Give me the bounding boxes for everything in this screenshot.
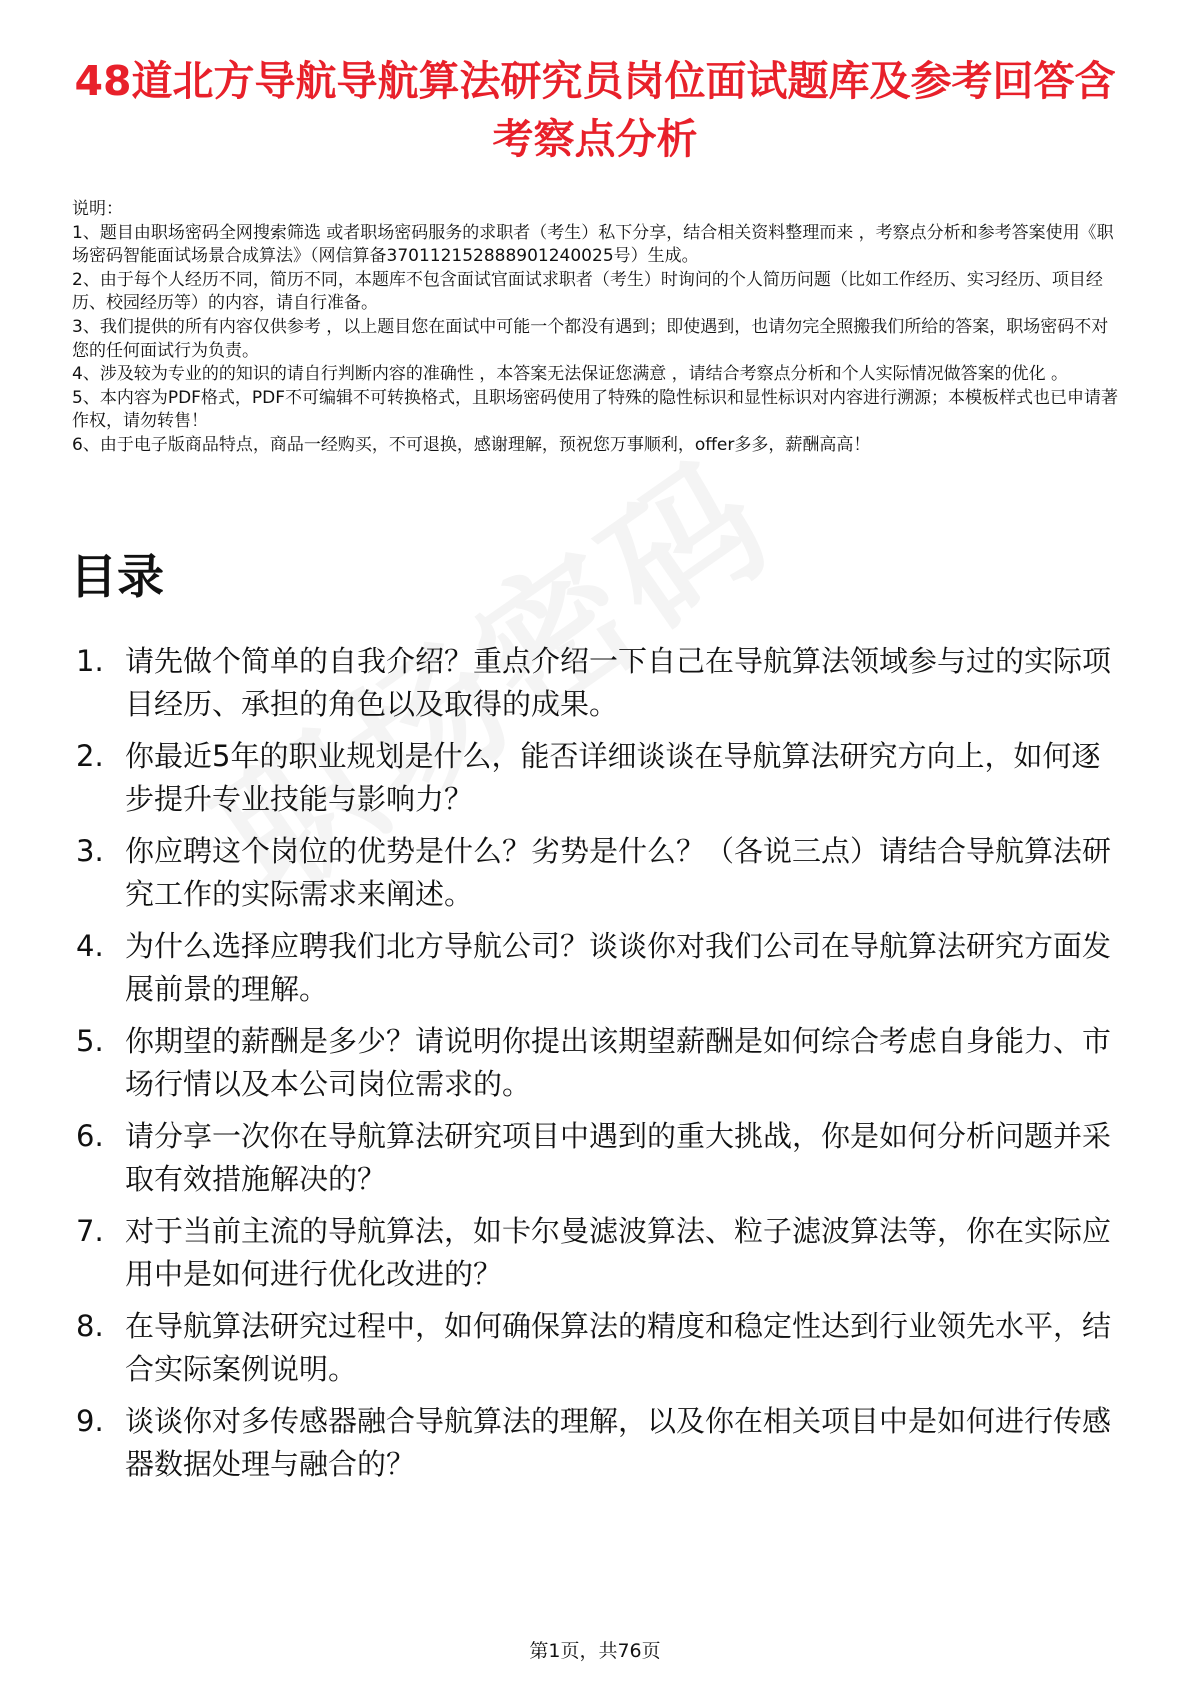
toc-item-4[interactable] [76,925,1126,1011]
toc-item-9[interactable] [76,1400,1126,1486]
toc-item-text: 谈谈你对多传感器融合导航算法的理解，以及你在相关项目中是如何进行传感器数据处理与融合的？ [125,1404,1112,1481]
toc-item-8[interactable] [76,1305,1126,1391]
toc-item-text: 对于当前主流的导航算法，如卡尔曼滤波算法、粒子滤波算法等，你在实际应用中是如何进行优化改进的？ [125,1214,1112,1291]
toc-item-number: 5. [76,1024,104,1058]
note-item-2: 2、由于每个人经历不同，简历不同，本题库不包含面试官面试求职者（考生）时询问的个人简历问题（比如工作经历、实习经历、项目经历、校园经历等）的内容，请自行准备。 [72,269,1103,314]
toc-item-text: 你期望的薪酬是多少？请说明你提出该期望薪酬是如何综合考虑自身能力、市场行情以及本公司岗位需求的。 [125,1024,1112,1101]
toc-list [76,640,1126,1495]
toc-item-number: 6. [76,1119,104,1153]
toc-item-6[interactable] [76,1115,1126,1201]
toc-item-5[interactable] [76,1020,1126,1106]
toc-heading: 目录 [70,550,164,605]
note-item-3: 3、我们提供的所有内容仅供参考 ，以上题目您在面试中可能一个都没有遇到；即使遇到，也请勿完全照搬我们所给的答案，职场密码不对您的任何面试行为负责。 [72,316,1109,361]
note-item-1: 1、题目由职场密码全网搜索筛选 或者职场密码服务的求职者（考生）私下分享，结合相关资料整理而来 ，考察点分析和参考答案使用《职场密码智能面试场景合成算法》（网信算备370112152888901240025号）生成。 [72,222,1114,267]
toc-item-2[interactable] [76,735,1126,821]
toc-item-3[interactable] [76,830,1126,916]
note-item-5: 5、本内容为PDF格式，PDF不可编辑不可转换格式，且职场密码使用了特殊的隐性标识和显性标识对内容进行溯源；本模板样式也已申请著作权，请勿转售！ [72,387,1119,432]
page-footer: 第1页，共76页 [529,1640,661,1662]
toc-item-7[interactable] [76,1210,1126,1296]
toc-item-number: 2. [76,739,104,773]
toc-item-number: 3. [76,834,104,868]
toc-item-number: 9. [76,1404,104,1438]
note-item-6: 6、由于电子版商品特点，商品一经购买，不可退换，感谢理解，预祝您万事顺利，offer多多，薪酬高高！ [72,434,871,455]
toc-item-text: 请分享一次你在导航算法研究项目中遇到的重大挑战，你是如何分析问题并采取有效措施解决的？ [125,1119,1112,1196]
toc-item-text: 你最近5年的职业规划是什么，能否详细谈谈在导航算法研究方向上，如何逐步提升专业技能与影响力？ [125,739,1101,816]
toc-item-number: 8. [76,1309,104,1343]
toc-item-text: 你应聘这个岗位的优势是什么？劣势是什么？（各说三点）请结合导航算法研究工作的实际需求来阐述。 [125,834,1112,911]
toc-item-number: 4. [76,929,104,963]
document-title: 48道北方导航导航算法研究员岗位面试题库及参考回答含考察点分析 [74,57,1116,163]
note-item-4: 4、涉及较为专业的的知识的请自行判断内容的准确性 ，本答案无法保证您满意 ，请结合考察点分析和个人实际情况做答案的优化 。 [72,364,1069,385]
toc-item-text: 请先做个简单的自我介绍？重点介绍一下自己在导航算法领域参与过的实际项目经历、承担的角色以及取得的成果。 [125,644,1112,721]
toc-item-1[interactable] [76,640,1126,726]
toc-item-text: 为什么选择应聘我们北方导航公司？谈谈你对我们公司在导航算法研究方面发展前景的理解。 [125,929,1112,1006]
notes-section [72,198,1120,458]
toc-item-number: 1. [76,644,104,678]
notes-heading: 说明： [72,199,123,219]
toc-item-text: 在导航算法研究过程中，如何确保算法的精度和稳定性达到行业领先水平，结合实际案例说明。 [125,1309,1112,1386]
toc-item-number: 7. [76,1214,104,1248]
